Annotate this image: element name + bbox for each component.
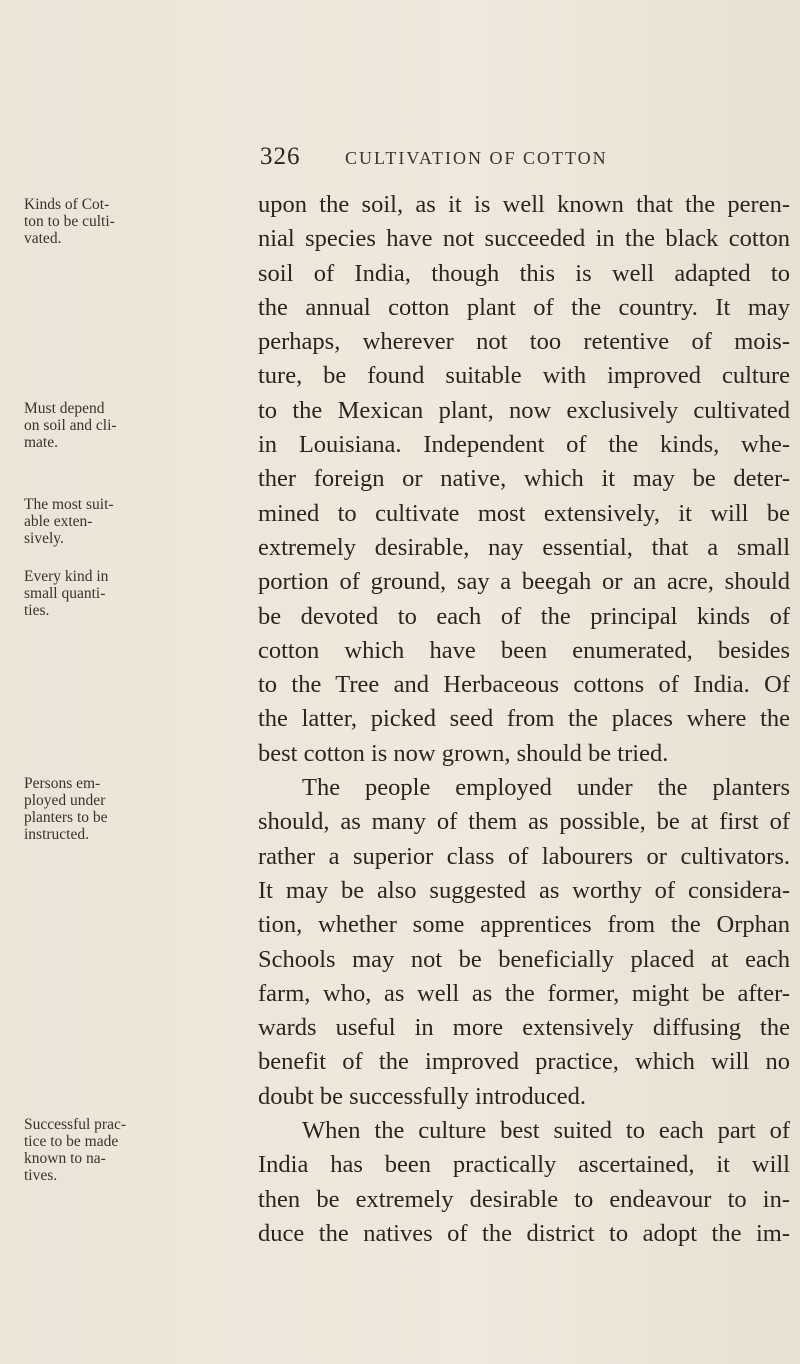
side-note-line: ties. — [24, 602, 50, 619]
side-note-line: sively. — [24, 530, 64, 547]
side-note-every-kind — [24, 568, 242, 619]
text-line: perhaps, wherever not too retentive of mois- — [258, 328, 790, 356]
side-note-line: mate. — [24, 434, 58, 451]
side-note-line: tives. — [24, 1167, 58, 1184]
text-line: When the culture best suited to each part of — [302, 1117, 790, 1145]
side-note-line: ton to be culti- — [24, 213, 115, 230]
side-note-most-suitable — [24, 496, 242, 547]
side-note-persons-employed — [24, 775, 242, 843]
side-note-successful-practice — [24, 1116, 242, 1184]
text-line: portion of ground, say a beegah or an acre, should — [258, 568, 790, 596]
side-note-line: tice to be made — [24, 1133, 119, 1150]
text-line: duce the natives of the district to adopt the im- — [258, 1219, 790, 1247]
side-note-line: Every kind in — [24, 568, 109, 585]
text-line: benefit of the improved practice, which will no — [258, 1048, 790, 1076]
text-line: ther foreign or native, which it may be deter- — [258, 465, 790, 493]
text-line: rather a superior class of labourers or cultivators. — [258, 842, 790, 870]
side-note-line: ployed under — [24, 792, 106, 809]
side-note-line: Must depend — [24, 400, 105, 417]
side-note-line: able exten- — [24, 513, 93, 530]
side-note-line: Kinds of Cot- — [24, 196, 110, 213]
text-line: upon the soil, as it is well known that the peren- — [258, 191, 790, 218]
page-header — [0, 143, 800, 173]
side-note-line: vated. — [24, 230, 62, 247]
side-note-line: small quanti- — [24, 585, 106, 602]
side-note-line: Successful prac- — [24, 1116, 126, 1133]
side-note-kinds-of-cotton — [24, 196, 242, 247]
text-line: The people employed under the planters — [302, 774, 790, 802]
body-text — [258, 188, 790, 1251]
text-line: cotton which have been enumerated, besides — [258, 636, 790, 664]
running-title: CULTIVATION OF COTTON — [345, 148, 608, 168]
text-line: to the Mexican plant, now exclusively cultivated — [258, 396, 790, 424]
side-note-line: on soil and cli- — [24, 417, 117, 434]
text-line: It may be also suggested as worthy of considera- — [258, 876, 790, 904]
text-line: the annual cotton plant of the country. It may — [258, 293, 790, 321]
text-line: best cotton is now grown, should be tried. — [258, 739, 669, 767]
text-line: mined to cultivate most extensively, it will be — [258, 499, 790, 527]
text-line: ture, be found suitable with improved culture — [258, 362, 790, 390]
text-line: should, as many of them as possible, be at first of — [258, 808, 790, 836]
side-note-line: known to na- — [24, 1150, 106, 1167]
text-line: doubt be successfully introduced. — [258, 1082, 586, 1110]
page-number: 326 — [260, 143, 301, 170]
side-note-soil-and-climate — [24, 400, 242, 451]
side-note-line: Persons em- — [24, 775, 101, 792]
text-line: in Louisiana. Independent of the kinds, whe- — [258, 431, 790, 459]
side-note-line: The most suit- — [24, 496, 114, 513]
text-line: farm, who, as well as the former, might be after- — [258, 979, 790, 1007]
text-line: extremely desirable, nay essential, that a small — [258, 533, 790, 561]
side-note-line: planters to be — [24, 809, 108, 826]
text-line: be devoted to each of the principal kinds of — [258, 602, 790, 630]
side-note-line: instructed. — [24, 826, 89, 843]
text-line: wards useful in more extensively diffusing the — [258, 1014, 790, 1042]
text-line: tion, whether some apprentices from the Orphan — [258, 911, 790, 939]
text-line: then be extremely desirable to endeavour to in- — [258, 1185, 790, 1213]
text-line: India has been practically ascertained, it will — [258, 1151, 790, 1179]
text-line: nial species have not succeeded in the black cotton — [258, 225, 790, 253]
text-line: Schools may not be beneficially placed at each — [258, 945, 790, 973]
text-line: the latter, picked seed from the places where the — [258, 705, 790, 733]
text-line: to the Tree and Herbaceous cottons of India. Of — [258, 671, 790, 699]
text-line: soil of India, though this is well adapted to — [258, 259, 790, 287]
